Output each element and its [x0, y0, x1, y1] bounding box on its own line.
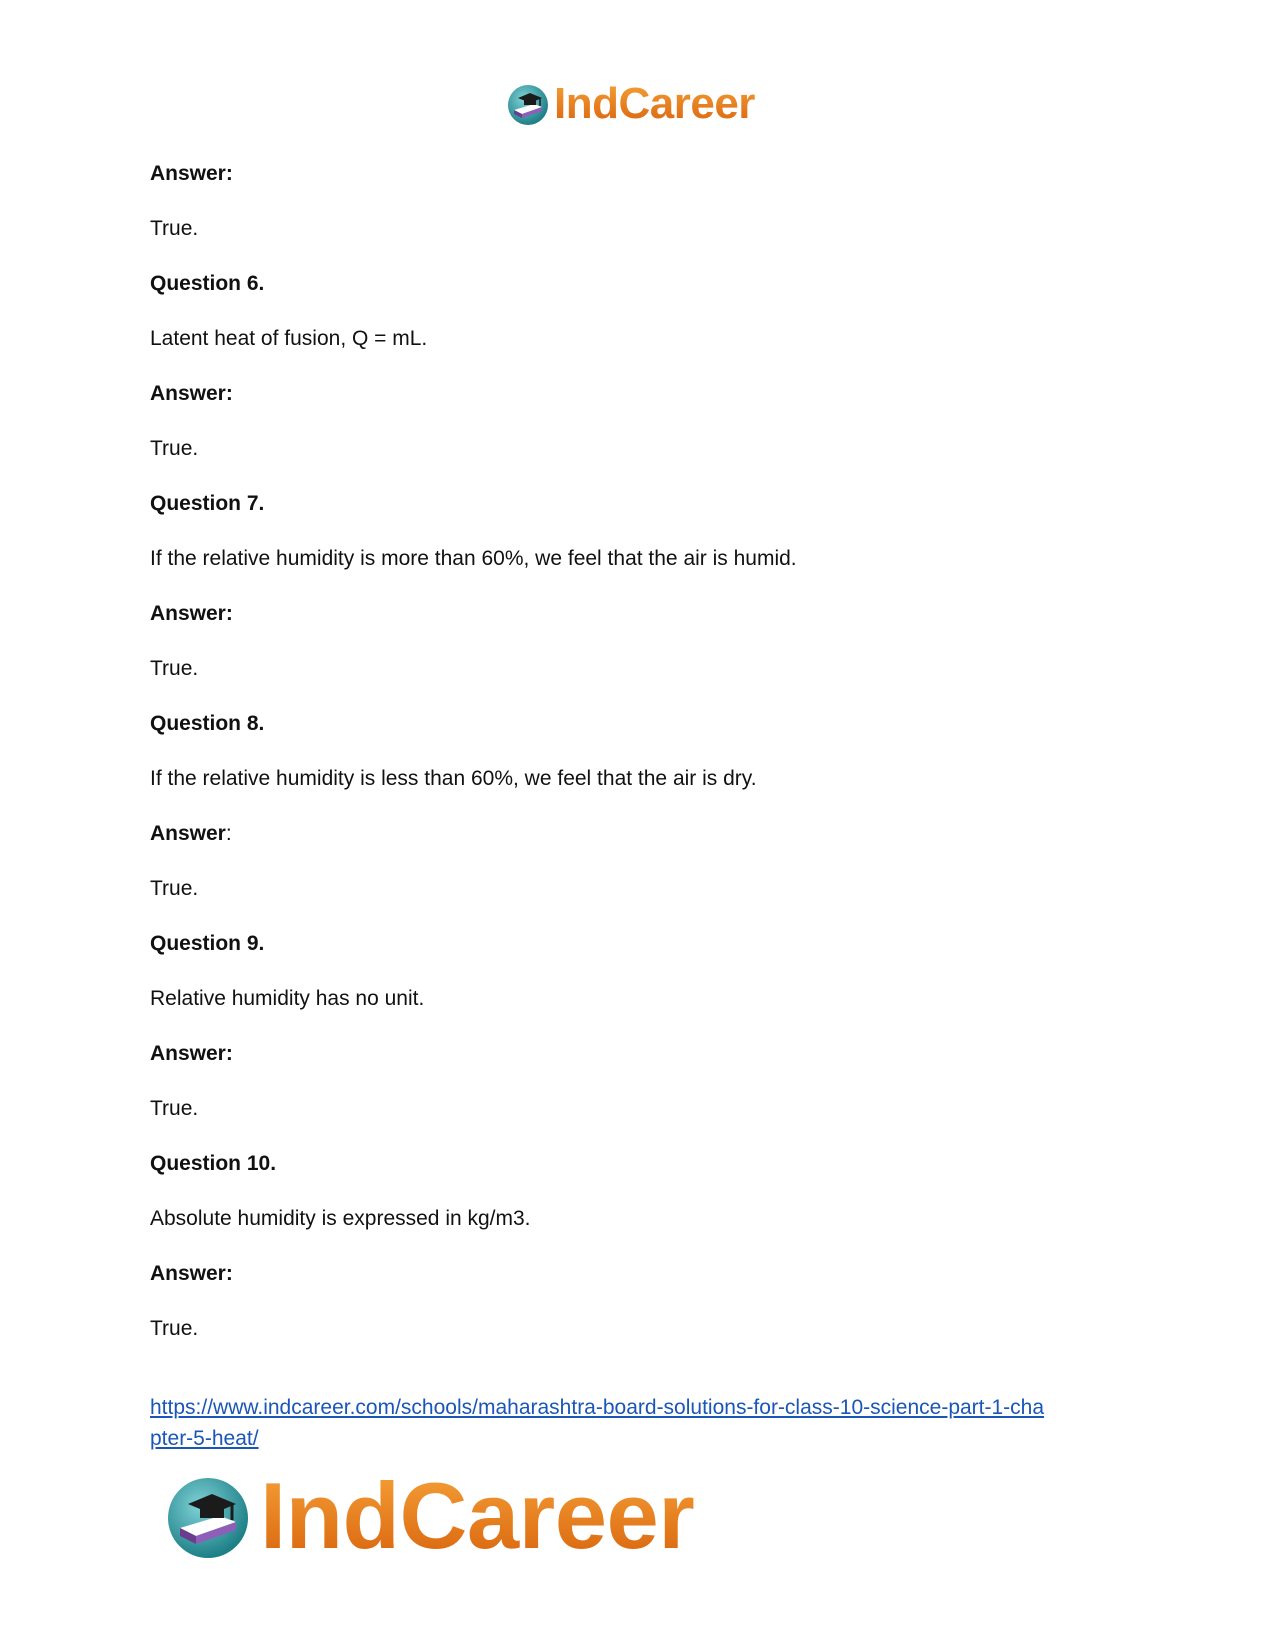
answer-label-row	[150, 806, 1140, 861]
logo-emblem-icon	[504, 80, 552, 128]
footer-logo	[160, 1463, 695, 1568]
logo-emblem-icon	[160, 1468, 256, 1564]
answer-label: Answer:	[150, 1261, 233, 1285]
question-statement: If the relative humidity is less than 60%, we feel that the air is dry.	[150, 766, 757, 790]
source-link-line-1[interactable]: https://www.indcareer.com/schools/maharashtra-board-solutions-for-class-10-science-part-1-cha	[150, 1396, 1045, 1419]
question-heading: Question 6.	[150, 271, 265, 295]
question-statement: If the relative humidity is more than 60%, we feel that the air is humid.	[150, 546, 797, 570]
question-statement: Latent heat of fusion, Q = mL.	[150, 326, 428, 350]
answer-text: True.	[150, 216, 199, 240]
header-logo	[504, 80, 755, 128]
question-statement: Relative humidity has no unit.	[150, 986, 425, 1010]
answer-text: True.	[150, 1096, 199, 1120]
answer-label: Answer:	[150, 1041, 233, 1065]
answer-text: True.	[150, 876, 199, 900]
answer-label: Answer:	[150, 601, 233, 625]
answer-label: Answer	[150, 821, 226, 845]
source-link-line-2[interactable]: pter-5-heat/	[150, 1427, 259, 1450]
question-heading: Question 10.	[150, 1151, 277, 1175]
document-body	[150, 146, 1140, 1356]
answer-label: Answer:	[150, 381, 233, 405]
answer-label: Answer:	[150, 161, 233, 185]
footer-logo-text: IndCareer	[260, 1463, 695, 1568]
source-link[interactable]	[150, 1392, 1140, 1454]
answer-text: True.	[150, 436, 199, 460]
answer-text: True.	[150, 656, 199, 680]
header-logo-text: IndCareer	[554, 79, 755, 128]
question-heading: Question 8.	[150, 711, 265, 735]
question-statement: Absolute humidity is expressed in kg/m3.	[150, 1206, 531, 1230]
question-heading: Question 7.	[150, 491, 265, 515]
question-heading: Question 9.	[150, 931, 265, 955]
answer-text: True.	[150, 1316, 199, 1340]
answer-label-colon: :	[225, 821, 232, 845]
